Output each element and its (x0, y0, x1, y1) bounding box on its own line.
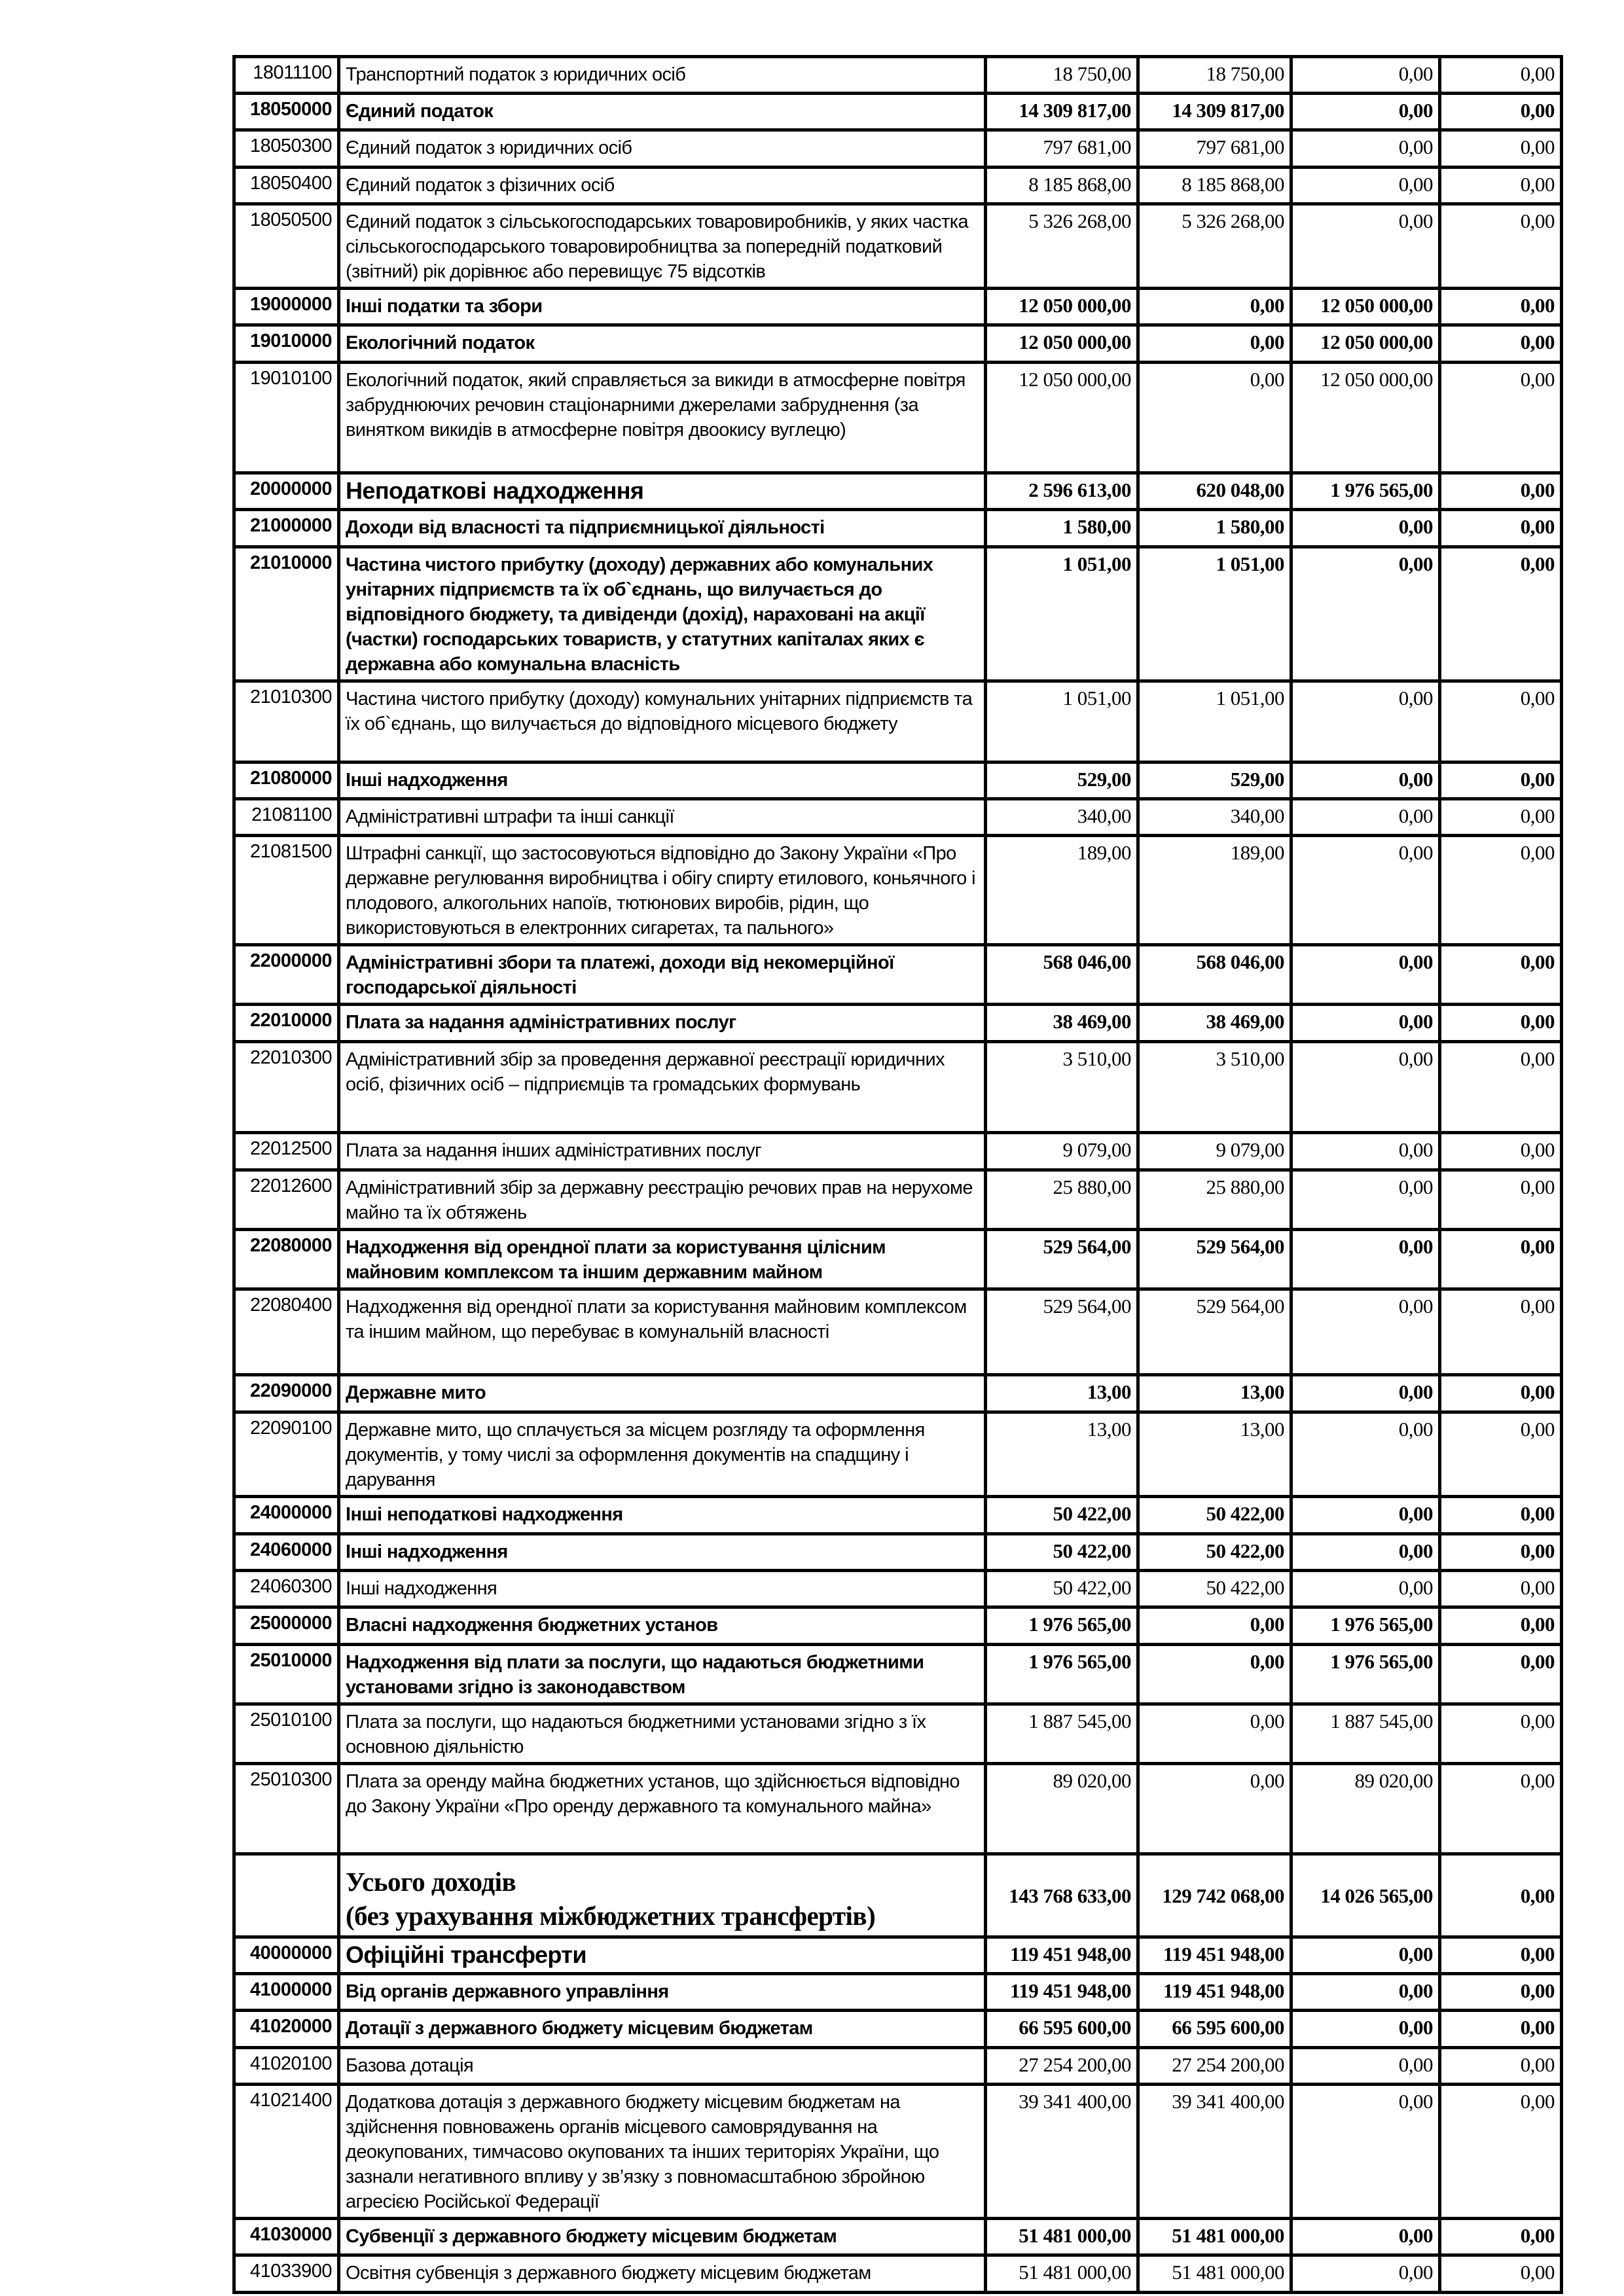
general-fund-amount: 189,00 (1138, 836, 1291, 945)
table-row (234, 1005, 1562, 1042)
revenue-name-line: (без урахування міжбюджетних трансфертів) (346, 1901, 876, 1931)
revenue-name: Єдиний податок (339, 94, 986, 130)
general-fund-amount: 1 051,00 (1138, 681, 1291, 762)
special-fund-amount: 0,00 (1291, 1412, 1440, 1497)
budget-code: 22000000 (234, 945, 339, 1005)
table-row (234, 1497, 1562, 1534)
table-row (234, 289, 1562, 325)
development-budget-amount: 0,00 (1440, 2011, 1562, 2048)
table-row (234, 1375, 1562, 1412)
special-fund-amount: 0,00 (1291, 1133, 1440, 1170)
revenue-name: Єдиний податок з сільськогосподарських товаровиробників, у яких частка сільськогосподарського товаровиробництва за попередній податковий (звітний) рік дорівнює або перевищує 75 відсотків (339, 204, 986, 289)
revenue-name: Надходження від орендної плати за користування цілісним майновим комплексом та іншим державним майном (339, 1230, 986, 1289)
development-budget-amount: 0,00 (1440, 547, 1562, 681)
special-fund-amount: 0,00 (1291, 1497, 1440, 1534)
revenue-name: Інші неподаткові надходження (339, 1497, 986, 1534)
special-fund-amount: 1 976 565,00 (1291, 1645, 1440, 1704)
table-row (234, 1704, 1562, 1764)
development-budget-amount: 0,00 (1440, 1133, 1562, 1170)
development-budget-amount: 0,00 (1440, 2219, 1562, 2255)
general-fund-amount: 129 742 068,00 (1138, 1854, 1291, 1937)
table-row (234, 1764, 1562, 1854)
budget-code: 24060300 (234, 1571, 339, 1607)
revenue-name: Плата за надання адміністративних послуг (339, 1005, 986, 1042)
development-budget-amount: 0,00 (1440, 94, 1562, 130)
budget-code: 22010300 (234, 1042, 339, 1133)
budget-code: 20000000 (234, 473, 339, 510)
special-fund-amount: 0,00 (1291, 799, 1440, 836)
general-fund-amount: 27 254 200,00 (1138, 2048, 1291, 2085)
budget-code: 25010300 (234, 1764, 339, 1854)
total-amount: 119 451 948,00 (986, 1937, 1138, 1974)
revenue-name: Адміністративні збори та платежі, доходи від некомерційної господарської діяльності (339, 945, 986, 1005)
budget-code: 18050400 (234, 168, 339, 204)
table-row (234, 1974, 1562, 2011)
special-fund-amount: 0,00 (1291, 1571, 1440, 1607)
development-budget-amount: 0,00 (1440, 945, 1562, 1005)
special-fund-amount: 0,00 (1291, 1230, 1440, 1289)
development-budget-amount: 0,00 (1440, 1607, 1562, 1645)
revenue-name: Державне мито, що сплачується за місцем розгляду та оформлення документів, у тому числі за оформлення документів на спадщину і дарування (339, 1412, 986, 1497)
special-fund-amount: 0,00 (1291, 1042, 1440, 1133)
table-row (234, 2219, 1562, 2255)
budget-code: 21000000 (234, 510, 339, 547)
general-fund-amount: 50 422,00 (1138, 1534, 1291, 1571)
special-fund-amount: 0,00 (1291, 1289, 1440, 1375)
general-fund-amount: 0,00 (1138, 289, 1291, 325)
revenue-name: Частина чистого прибутку (доходу) комунальних унітарних підприємств та їх об`єднань, що вилучається до відповідного місцевого бюджету (339, 681, 986, 762)
table-row (234, 836, 1562, 945)
development-budget-amount: 0,00 (1440, 363, 1562, 473)
general-fund-amount: 13,00 (1138, 1375, 1291, 1412)
revenue-name: Адміністративний збір за державну реєстрацію речових прав на нерухоме майно та їх обтяжень (339, 1170, 986, 1230)
table-row (234, 547, 1562, 681)
general-fund-amount: 50 422,00 (1138, 1497, 1291, 1534)
development-budget-amount: 0,00 (1440, 2255, 1562, 2293)
total-amount: 1 976 565,00 (986, 1645, 1138, 1704)
table-row (234, 1607, 1562, 1645)
special-fund-amount: 0,00 (1291, 94, 1440, 130)
development-budget-amount: 0,00 (1440, 204, 1562, 289)
table-row (234, 945, 1562, 1005)
special-fund-amount: 0,00 (1291, 57, 1440, 94)
general-fund-amount: 13,00 (1138, 1412, 1291, 1497)
total-amount: 51 481 000,00 (986, 2219, 1138, 2255)
revenue-name: Інші податки та збори (339, 289, 986, 325)
development-budget-amount: 0,00 (1440, 681, 1562, 762)
table-row (234, 681, 1562, 762)
total-amount: 529,00 (986, 762, 1138, 799)
special-fund-amount: 12 050 000,00 (1291, 325, 1440, 363)
table-row (234, 1170, 1562, 1230)
total-amount: 797 681,00 (986, 130, 1138, 168)
revenue-name: Субвенції з державного бюджету місцевим бюджетам (339, 2219, 986, 2255)
general-fund-amount: 8 185 868,00 (1138, 168, 1291, 204)
total-amount: 1 887 545,00 (986, 1704, 1138, 1764)
budget-code: 25010000 (234, 1645, 339, 1704)
revenue-name: Інші надходження (339, 1571, 986, 1607)
total-amount: 38 469,00 (986, 1005, 1138, 1042)
budget-code: 18050300 (234, 130, 339, 168)
revenue-name: Доходи від власності та підприємницької діяльності (339, 510, 986, 547)
budget-code: 22090000 (234, 1375, 339, 1412)
total-amount: 568 046,00 (986, 945, 1138, 1005)
general-fund-amount: 38 469,00 (1138, 1005, 1291, 1042)
development-budget-amount: 0,00 (1440, 57, 1562, 94)
total-amount: 529 564,00 (986, 1230, 1138, 1289)
revenue-name: Базова дотація (339, 2048, 986, 2085)
table-row (234, 94, 1562, 130)
general-fund-amount: 0,00 (1138, 1607, 1291, 1645)
special-fund-amount: 0,00 (1291, 130, 1440, 168)
development-budget-amount: 0,00 (1440, 168, 1562, 204)
total-amount: 8 185 868,00 (986, 168, 1138, 204)
revenue-name: Транспортний податок з юридичних осіб (339, 57, 986, 94)
special-fund-amount: 0,00 (1291, 1170, 1440, 1230)
budget-code: 24000000 (234, 1497, 339, 1534)
development-budget-amount: 0,00 (1440, 289, 1562, 325)
table-row (234, 168, 1562, 204)
total-amount: 12 050 000,00 (986, 363, 1138, 473)
revenue-name: Єдиний податок з юридичних осіб (339, 130, 986, 168)
general-fund-amount: 797 681,00 (1138, 130, 1291, 168)
development-budget-amount: 0,00 (1440, 836, 1562, 945)
general-fund-amount: 9 079,00 (1138, 1133, 1291, 1170)
revenue-name: Штрафні санкції, що застосовуються відповідно до Закону України «Про державне регулювання виробництва і обігу спирту етилового, коньячного і плодового, алкогольних напоїв, тютюнових виробів, рідин, що використовуються в електронних сигаретах, та пального» (339, 836, 986, 945)
total-amount: 50 422,00 (986, 1571, 1138, 1607)
general-fund-amount: 0,00 (1138, 325, 1291, 363)
general-fund-amount: 340,00 (1138, 799, 1291, 836)
budget-code: 19010100 (234, 363, 339, 473)
table-row (234, 2011, 1562, 2048)
general-fund-amount: 529 564,00 (1138, 1289, 1291, 1375)
revenue-name: Неподаткові надходження (339, 473, 986, 510)
budget-code: 21081100 (234, 799, 339, 836)
total-amount: 119 451 948,00 (986, 1974, 1138, 2011)
development-budget-amount: 0,00 (1440, 1534, 1562, 1571)
development-budget-amount: 0,00 (1440, 1854, 1562, 1937)
special-fund-amount: 0,00 (1291, 2255, 1440, 2293)
special-fund-amount: 0,00 (1291, 510, 1440, 547)
revenue-name: Надходження від плати за послуги, що надаються бюджетними установами згідно із законодавством (339, 1645, 986, 1704)
budget-code: 21010300 (234, 681, 339, 762)
revenue-name: Плата за послуги, що надаються бюджетними установами згідно з їх основною діяльністю (339, 1704, 986, 1764)
special-fund-amount: 1 976 565,00 (1291, 473, 1440, 510)
revenue-name: Додаткова дотація з державного бюджету місцевим бюджетам на здійснення повноважень органів місцевого самоврядування на деокупованих, тимчасово окупованих та інших територіях України, що зазнали негативного впливу у зв’язку з повномасштабною збройною агресією Російської Федерації (339, 2085, 986, 2219)
budget-code: 41033900 (234, 2255, 339, 2293)
table-row (234, 1412, 1562, 1497)
special-fund-amount: 0,00 (1291, 1974, 1440, 2011)
table-row (234, 57, 1562, 94)
revenue-name-line: Усього доходів (346, 1867, 516, 1897)
budget-code (234, 1854, 339, 1937)
general-fund-amount: 3 510,00 (1138, 1042, 1291, 1133)
total-amount: 14 309 817,00 (986, 94, 1138, 130)
revenue-name: Плата за оренду майна бюджетних установ, що здійснюється відповідно до Закону України «Про оренду державного та комунального майна» (339, 1764, 986, 1854)
budget-code: 19000000 (234, 289, 339, 325)
revenue-name: Адміністративний збір за проведення державної реєстрації юридичних осіб, фізичних осіб – підприємців та громадських формувань (339, 1042, 986, 1133)
general-fund-amount: 119 451 948,00 (1138, 1937, 1291, 1974)
table-row (234, 762, 1562, 799)
budget-code: 24060000 (234, 1534, 339, 1571)
table-row (234, 1133, 1562, 1170)
development-budget-amount: 0,00 (1440, 510, 1562, 547)
development-budget-amount: 0,00 (1440, 1937, 1562, 1974)
total-amount: 50 422,00 (986, 1534, 1138, 1571)
special-fund-amount: 0,00 (1291, 2219, 1440, 2255)
total-amount: 1 580,00 (986, 510, 1138, 547)
budget-code: 18011100 (234, 57, 339, 94)
general-fund-amount: 5 326 268,00 (1138, 204, 1291, 289)
total-amount: 3 510,00 (986, 1042, 1138, 1133)
development-budget-amount: 0,00 (1440, 1289, 1562, 1375)
development-budget-amount: 0,00 (1440, 1764, 1562, 1854)
special-fund-amount: 1 976 565,00 (1291, 1607, 1440, 1645)
budget-code: 41020000 (234, 2011, 339, 2048)
general-fund-amount: 0,00 (1138, 1704, 1291, 1764)
total-amount: 13,00 (986, 1412, 1138, 1497)
revenue-name: Екологічний податок, який справляється за викиди в атмосферне повітря забруднюючих речовин стаціонарними джерелами забруднення (за винятком викидів в атмосферне повітря двоокису вуглецю) (339, 363, 986, 473)
special-fund-amount: 0,00 (1291, 836, 1440, 945)
total-amount: 12 050 000,00 (986, 325, 1138, 363)
budget-code: 22010000 (234, 1005, 339, 1042)
table-row (234, 2085, 1562, 2219)
special-fund-amount: 89 020,00 (1291, 1764, 1440, 1854)
general-fund-amount: 0,00 (1138, 1764, 1291, 1854)
total-amount: 529 564,00 (986, 1289, 1138, 1375)
development-budget-amount: 0,00 (1440, 1645, 1562, 1704)
revenue-name: Власні надходження бюджетних установ (339, 1607, 986, 1645)
total-amount: 189,00 (986, 836, 1138, 945)
budget-code: 18050500 (234, 204, 339, 289)
revenue-table-body (234, 57, 1562, 2293)
general-fund-amount: 1 051,00 (1138, 547, 1291, 681)
development-budget-amount: 0,00 (1440, 1230, 1562, 1289)
revenue-name: Інші надходження (339, 762, 986, 799)
total-amount: 50 422,00 (986, 1497, 1138, 1534)
special-fund-amount: 1 887 545,00 (1291, 1704, 1440, 1764)
development-budget-amount: 0,00 (1440, 130, 1562, 168)
revenue-name: Плата за надання інших адміністративних послуг (339, 1133, 986, 1170)
general-fund-amount: 50 422,00 (1138, 1571, 1291, 1607)
development-budget-amount: 0,00 (1440, 2085, 1562, 2219)
budget-code: 21081500 (234, 836, 339, 945)
special-fund-amount: 0,00 (1291, 2085, 1440, 2219)
general-fund-amount: 0,00 (1138, 1645, 1291, 1704)
table-row (234, 1645, 1562, 1704)
total-amount: 9 079,00 (986, 1133, 1138, 1170)
development-budget-amount: 0,00 (1440, 1497, 1562, 1534)
total-amount: 39 341 400,00 (986, 2085, 1138, 2219)
budget-code: 21080000 (234, 762, 339, 799)
table-row (234, 1289, 1562, 1375)
special-fund-amount: 0,00 (1291, 2048, 1440, 2085)
budget-code: 41021400 (234, 2085, 339, 2219)
general-fund-amount: 25 880,00 (1138, 1170, 1291, 1230)
revenue-name: Адміністративні штрафи та інші санкції (339, 799, 986, 836)
table-row (234, 1571, 1562, 1607)
development-budget-amount: 0,00 (1440, 762, 1562, 799)
general-fund-amount: 66 595 600,00 (1138, 2011, 1291, 2048)
budget-code: 21010000 (234, 547, 339, 681)
development-budget-amount: 0,00 (1440, 473, 1562, 510)
total-row (234, 1854, 1562, 1937)
revenue-name: Єдиний податок з фізичних осіб (339, 168, 986, 204)
total-amount: 66 595 600,00 (986, 2011, 1138, 2048)
total-amount: 89 020,00 (986, 1764, 1138, 1854)
budget-code: 22090100 (234, 1412, 339, 1497)
special-fund-amount: 0,00 (1291, 945, 1440, 1005)
special-fund-amount: 0,00 (1291, 1534, 1440, 1571)
budget-code: 41000000 (234, 1974, 339, 2011)
development-budget-amount: 0,00 (1440, 1170, 1562, 1230)
total-amount: 2 596 613,00 (986, 473, 1138, 510)
budget-code: 22080400 (234, 1289, 339, 1375)
special-fund-amount: 0,00 (1291, 547, 1440, 681)
special-fund-amount: 0,00 (1291, 762, 1440, 799)
budget-code: 40000000 (234, 1937, 339, 1974)
special-fund-amount: 0,00 (1291, 1375, 1440, 1412)
budget-code: 18050000 (234, 94, 339, 130)
revenue-name: Дотації з державного бюджету місцевим бюджетам (339, 2011, 986, 2048)
revenue-name: Від органів державного управління (339, 1974, 986, 2011)
table-row (234, 799, 1562, 836)
development-budget-amount: 0,00 (1440, 1042, 1562, 1133)
revenue-name: Офіційні трансферти (339, 1937, 986, 1974)
budget-code: 19010000 (234, 325, 339, 363)
table-row (234, 2048, 1562, 2085)
table-row (234, 325, 1562, 363)
total-amount: 13,00 (986, 1375, 1138, 1412)
general-fund-amount: 568 046,00 (1138, 945, 1291, 1005)
general-fund-amount: 51 481 000,00 (1138, 2219, 1291, 2255)
revenue-name: Освітня субвенція з державного бюджету місцевим бюджетам (339, 2255, 986, 2293)
table-row (234, 363, 1562, 473)
special-fund-amount: 0,00 (1291, 1005, 1440, 1042)
special-fund-amount: 0,00 (1291, 204, 1440, 289)
development-budget-amount: 0,00 (1440, 799, 1562, 836)
special-fund-amount: 0,00 (1291, 681, 1440, 762)
special-fund-amount: 12 050 000,00 (1291, 289, 1440, 325)
development-budget-amount: 0,00 (1440, 1974, 1562, 2011)
total-amount: 12 050 000,00 (986, 289, 1138, 325)
special-fund-amount: 12 050 000,00 (1291, 363, 1440, 473)
total-amount: 18 750,00 (986, 57, 1138, 94)
total-amount: 25 880,00 (986, 1170, 1138, 1230)
general-fund-amount: 1 580,00 (1138, 510, 1291, 547)
budget-code: 41030000 (234, 2219, 339, 2255)
total-amount: 1 051,00 (986, 681, 1138, 762)
special-fund-amount: 14 026 565,00 (1291, 1854, 1440, 1937)
development-budget-amount: 0,00 (1440, 325, 1562, 363)
revenue-name: Надходження від орендної плати за користування майновим комплексом та іншим майном, що перебуває в комунальній власності (339, 1289, 986, 1375)
total-amount: 1 976 565,00 (986, 1607, 1138, 1645)
budget-code: 25000000 (234, 1607, 339, 1645)
table-row (234, 204, 1562, 289)
development-budget-amount: 0,00 (1440, 1704, 1562, 1764)
special-fund-amount: 0,00 (1291, 2011, 1440, 2048)
revenue-name: Екологічний податок (339, 325, 986, 363)
budget-code: 22080000 (234, 1230, 339, 1289)
budget-code: 41020100 (234, 2048, 339, 2085)
total-amount: 1 051,00 (986, 547, 1138, 681)
total-amount: 51 481 000,00 (986, 2255, 1138, 2293)
special-fund-amount: 0,00 (1291, 168, 1440, 204)
total-amount: 340,00 (986, 799, 1138, 836)
general-fund-amount: 529,00 (1138, 762, 1291, 799)
total-amount: 143 768 633,00 (986, 1854, 1138, 1937)
revenue-name: Інші надходження (339, 1534, 986, 1571)
general-fund-amount: 39 341 400,00 (1138, 2085, 1291, 2219)
development-budget-amount: 0,00 (1440, 1571, 1562, 1607)
development-budget-amount: 0,00 (1440, 2048, 1562, 2085)
revenue-table (232, 55, 1563, 2294)
revenue-name: Державне мито (339, 1375, 986, 1412)
table-row (234, 1937, 1562, 1974)
general-fund-amount: 0,00 (1138, 363, 1291, 473)
revenue-name: Частина чистого прибутку (доходу) державних або комунальних унітарних підприємств та їх об`єднань, що вилучається до відповідного бюджету, та дивіденди (дохід), нараховані на акції (частки) господарських товариств, у статутних капіталах яких є державна або комунальна власність (339, 547, 986, 681)
development-budget-amount: 0,00 (1440, 1412, 1562, 1497)
general-fund-amount: 529 564,00 (1138, 1230, 1291, 1289)
revenue-name (339, 1854, 986, 1937)
development-budget-amount: 0,00 (1440, 1005, 1562, 1042)
budget-code: 22012500 (234, 1133, 339, 1170)
table-row (234, 2255, 1562, 2293)
table-row (234, 130, 1562, 168)
special-fund-amount: 0,00 (1291, 1937, 1440, 1974)
general-fund-amount: 18 750,00 (1138, 57, 1291, 94)
total-amount: 27 254 200,00 (986, 2048, 1138, 2085)
table-row (234, 473, 1562, 510)
development-budget-amount: 0,00 (1440, 1375, 1562, 1412)
general-fund-amount: 14 309 817,00 (1138, 94, 1291, 130)
general-fund-amount: 119 451 948,00 (1138, 1974, 1291, 2011)
table-row (234, 1534, 1562, 1571)
total-amount: 5 326 268,00 (986, 204, 1138, 289)
budget-code: 25010100 (234, 1704, 339, 1764)
general-fund-amount: 620 048,00 (1138, 473, 1291, 510)
budget-code: 22012600 (234, 1170, 339, 1230)
general-fund-amount: 51 481 000,00 (1138, 2255, 1291, 2293)
table-row (234, 1042, 1562, 1133)
table-row (234, 1230, 1562, 1289)
table-row (234, 510, 1562, 547)
